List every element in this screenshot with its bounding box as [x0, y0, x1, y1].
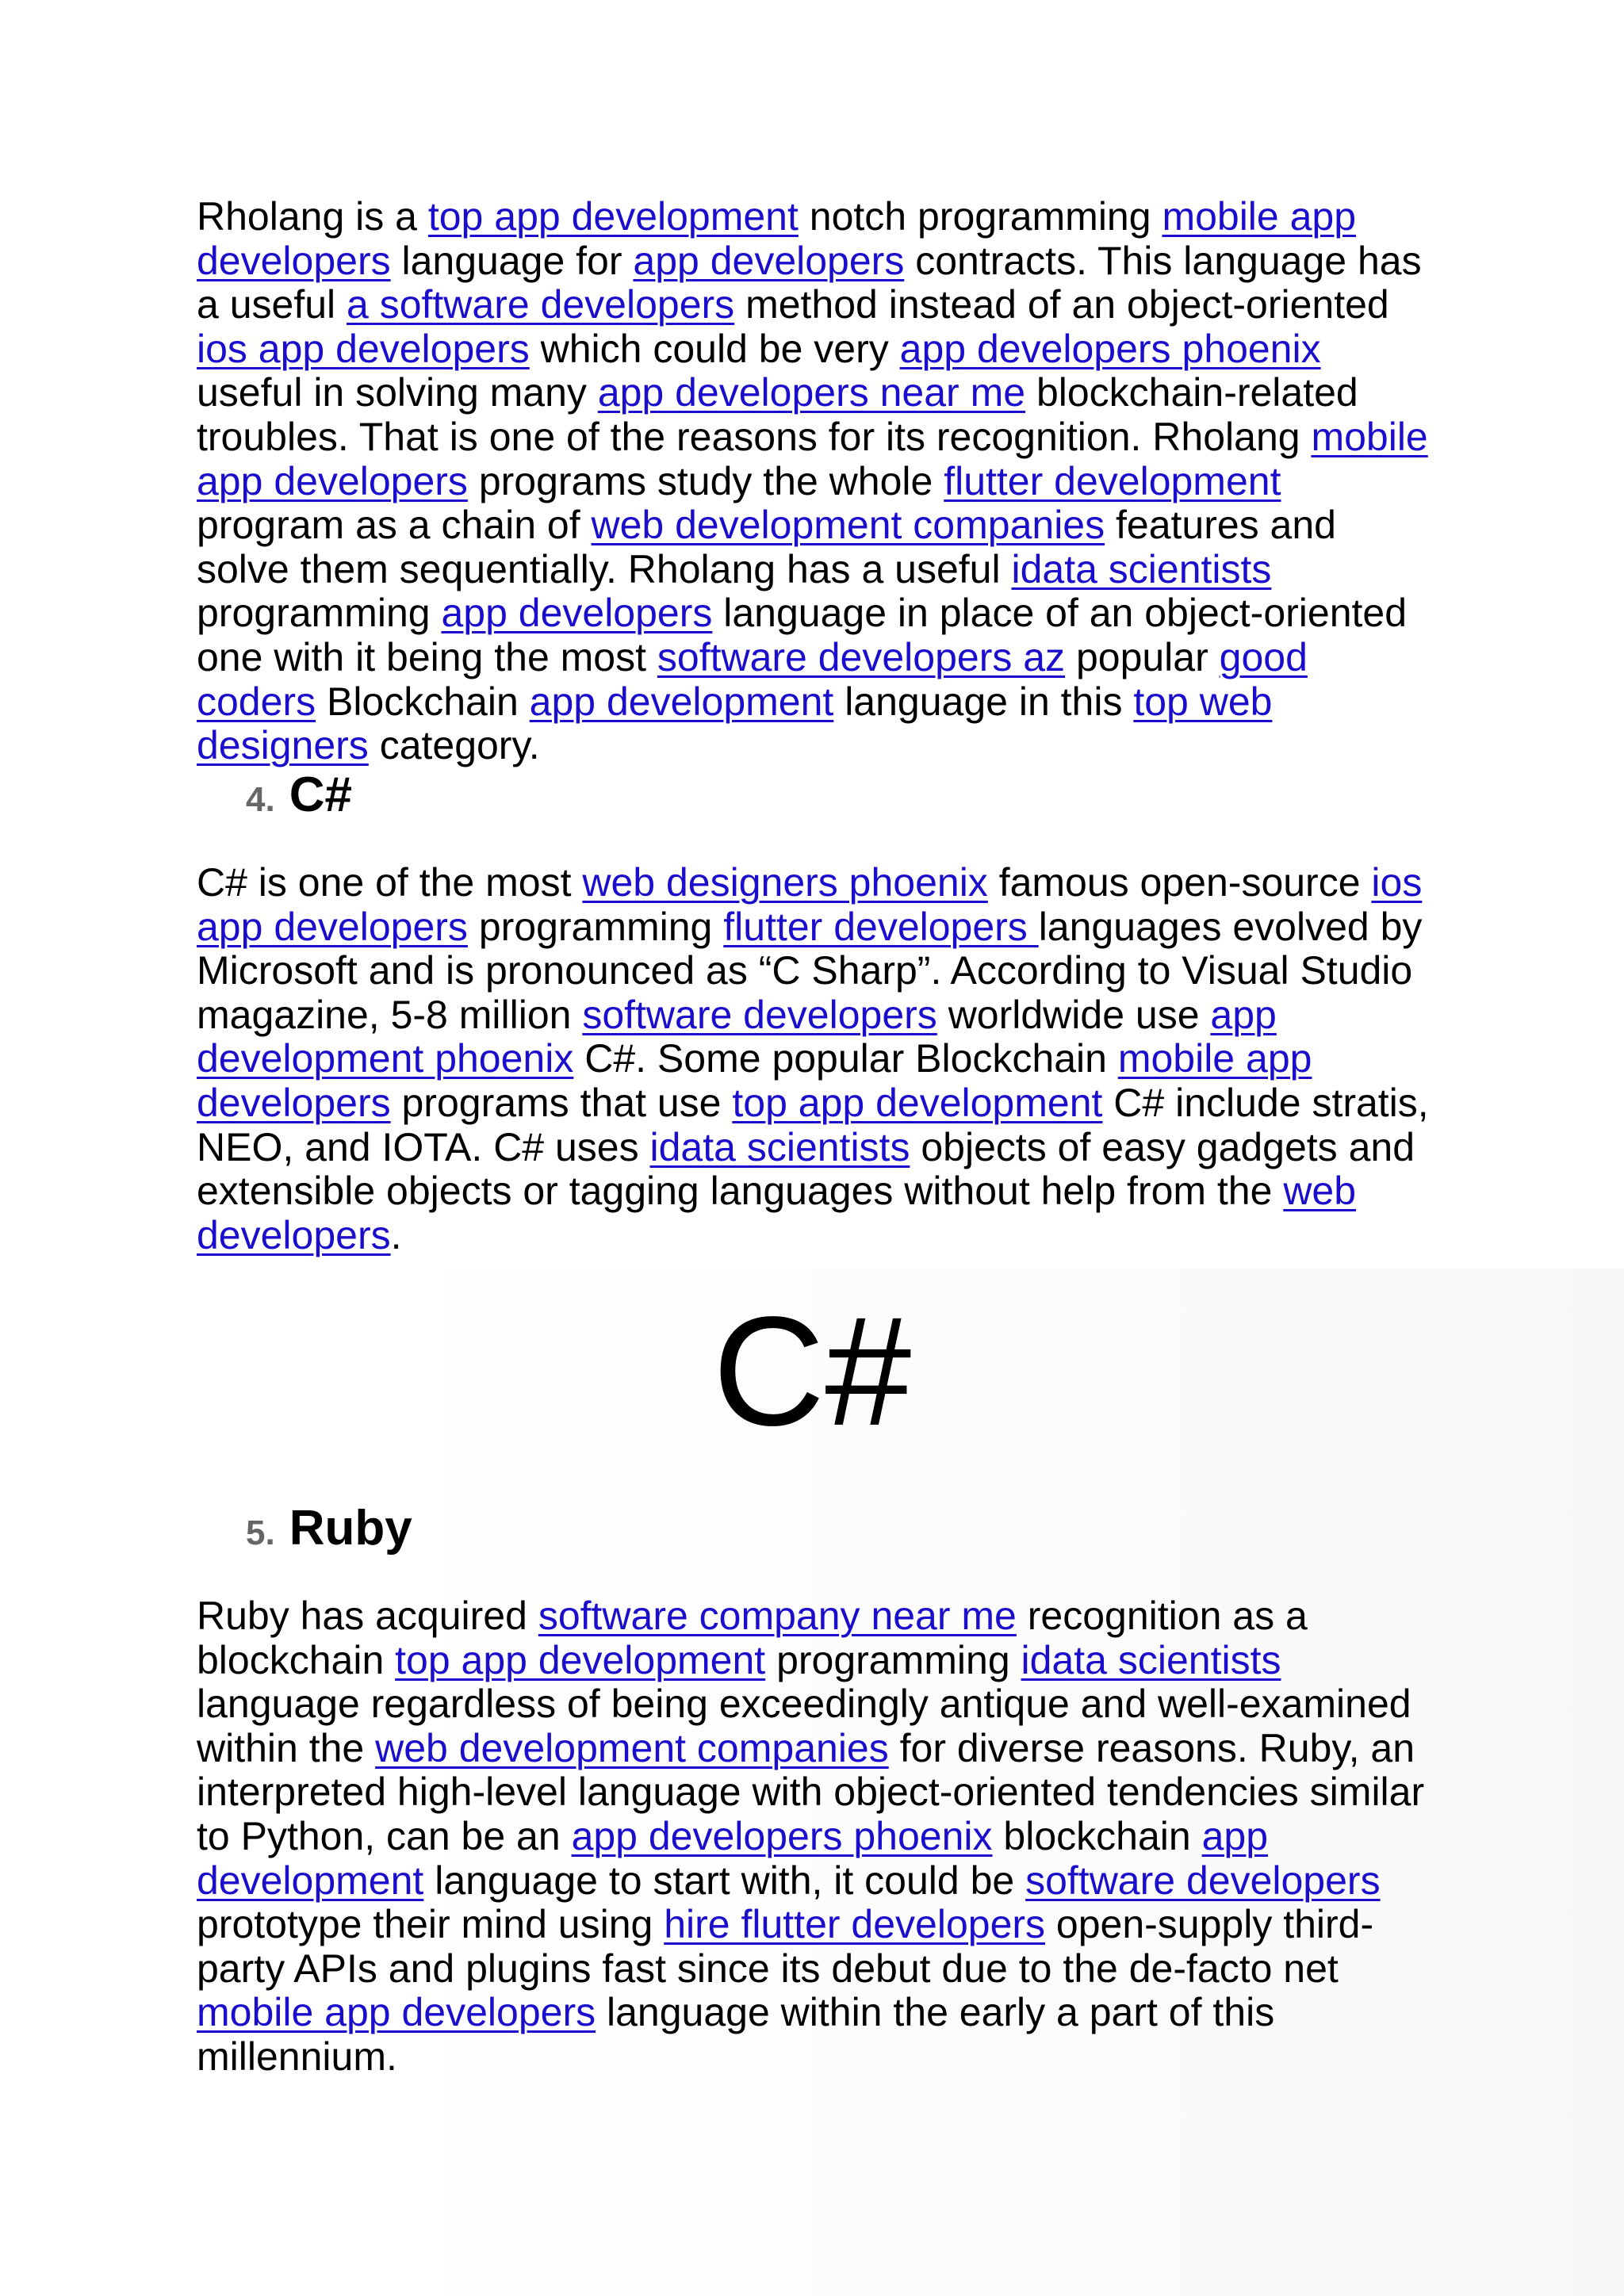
- paragraph-text: programs that use: [390, 1080, 733, 1125]
- list-number: 4.: [246, 780, 275, 819]
- paragraph-text: C# is one of the most: [197, 860, 583, 905]
- inline-link[interactable]: mobile app developers: [197, 414, 1428, 503]
- inline-link[interactable]: idata scientists: [1021, 1637, 1281, 1682]
- inline-link[interactable]: software developers: [1025, 1858, 1381, 1903]
- paragraph-text: which could be very: [529, 326, 900, 371]
- inline-link[interactable]: ios app developers: [197, 860, 1423, 949]
- paragraph-text: recognition as a blockchain: [197, 1594, 1308, 1682]
- paragraph-text: C# include stratis, NEO, and IOTA. C# uses: [197, 1080, 1429, 1169]
- inline-link[interactable]: web designers phoenix: [582, 860, 988, 905]
- csharp-image-text: C#: [712, 1284, 912, 1458]
- paragraph-text: famous open-source: [987, 860, 1372, 905]
- inline-link[interactable]: app development: [529, 679, 834, 724]
- inline-link[interactable]: top app development: [732, 1080, 1103, 1125]
- inline-link[interactable]: app development phoenix: [197, 992, 1277, 1081]
- csharp-paragraph: [197, 861, 1434, 1257]
- rholang-paragraph: [197, 195, 1434, 768]
- paragraph-text: blockchain-related troubles. That is one of the reasons for its recognition. Rholang: [197, 370, 1358, 459]
- paragraph-text: popular: [1065, 634, 1220, 679]
- paragraph-text: for diverse reasons. Ruby, an interpreted high-level language with object-oriented tendencies similar to Python, can be an: [197, 1725, 1425, 1858]
- paragraph-text: features and solve them sequentially. Rholang has a useful: [197, 503, 1336, 591]
- paragraph-text: language regardless of being exceedingly antique and well-examined within the: [197, 1682, 1411, 1770]
- paragraph-text: contracts. This language has a useful: [197, 238, 1422, 327]
- inline-link[interactable]: top app development: [427, 194, 799, 239]
- inline-link[interactable]: mobile app developers: [197, 1990, 596, 2035]
- inline-link[interactable]: software developers: [582, 992, 937, 1037]
- inline-link[interactable]: top app development: [395, 1637, 766, 1682]
- inline-link[interactable]: software company near me: [538, 1594, 1017, 1638]
- paragraph-text: language to start with, it could be: [423, 1858, 1026, 1903]
- paragraph-text: prototype their mind using: [197, 1902, 665, 1947]
- section-heading-ruby: [246, 1501, 412, 1561]
- paragraph-text: language in this: [833, 679, 1134, 724]
- paragraph-text: worldwide use: [936, 992, 1211, 1037]
- paragraph-text: language for: [390, 238, 634, 283]
- inline-link[interactable]: web developers: [197, 1169, 1357, 1257]
- inline-link[interactable]: app development: [197, 1813, 1269, 1903]
- ruby-paragraph: [197, 1594, 1434, 2080]
- inline-link[interactable]: app developers: [633, 238, 905, 283]
- section-heading-csharp: [246, 767, 352, 828]
- paragraph-text: programming: [197, 591, 442, 636]
- paragraph-text: languages evolved by Microsoft and is pronounced as “C Sharp”. According to Visual Studio magazine, 5-8 million: [197, 904, 1423, 1037]
- inline-link[interactable]: idata scientists: [1011, 546, 1272, 591]
- paragraph-text: language within the early a part of this millennium.: [197, 1990, 1275, 2079]
- paragraph-text: objects of easy gadgets and extensible objects or tagging languages without help from the: [197, 1124, 1415, 1214]
- paragraph-text: Blockchain: [316, 679, 530, 724]
- inline-link[interactable]: flutter development: [944, 458, 1281, 503]
- paragraph-text: open-supply third-party APIs and plugins fast since its debut due to the de-facto net: [197, 1902, 1374, 1991]
- inline-link[interactable]: mobile app developers: [197, 1036, 1312, 1125]
- paragraph-text: program as a chain of: [197, 503, 592, 548]
- inline-link[interactable]: app developers: [441, 591, 713, 636]
- paragraph-text: Ruby has acquired: [197, 1594, 538, 1638]
- heading-title: Ruby: [289, 1501, 412, 1556]
- inline-link[interactable]: web development companies: [375, 1725, 889, 1770]
- inline-link[interactable]: good coders: [197, 634, 1308, 724]
- paragraph-text: notch programming: [798, 194, 1162, 239]
- list-number: 5.: [246, 1513, 275, 1552]
- paragraph-text: C#. Some popular Blockchain: [573, 1036, 1118, 1081]
- inline-link[interactable]: app developers phoenix: [571, 1813, 993, 1858]
- inline-link[interactable]: flutter developers: [723, 904, 1039, 949]
- inline-link[interactable]: app developers near me: [597, 370, 1026, 415]
- paragraph-text: useful in solving many: [197, 370, 598, 415]
- paragraph-text: .: [390, 1212, 402, 1257]
- inline-link[interactable]: software developers az: [657, 634, 1066, 679]
- paragraph-text: method instead of an object-oriented: [734, 282, 1389, 327]
- paragraph-text: programming: [765, 1637, 1021, 1682]
- paragraph-text: blockchain: [992, 1813, 1202, 1858]
- heading-title: C#: [289, 767, 352, 822]
- paragraph-text: programs study the whole: [467, 458, 944, 503]
- inline-link[interactable]: app developers phoenix: [899, 326, 1321, 371]
- paragraph-text: language in place of an object-oriented one with it being the most: [197, 591, 1408, 679]
- inline-link[interactable]: ios app developers: [197, 326, 530, 371]
- inline-link[interactable]: hire flutter developers: [664, 1902, 1046, 1947]
- inline-link[interactable]: a software developers: [347, 282, 735, 327]
- inline-link[interactable]: idata scientists: [649, 1124, 910, 1169]
- paragraph-text: category.: [368, 723, 540, 768]
- paragraph-text: programming: [467, 904, 724, 949]
- inline-link[interactable]: top web designers: [197, 679, 1273, 768]
- inline-link[interactable]: mobile app developers: [197, 194, 1357, 283]
- inline-link[interactable]: web development companies: [591, 503, 1105, 548]
- paragraph-text: Rholang is a: [197, 194, 428, 239]
